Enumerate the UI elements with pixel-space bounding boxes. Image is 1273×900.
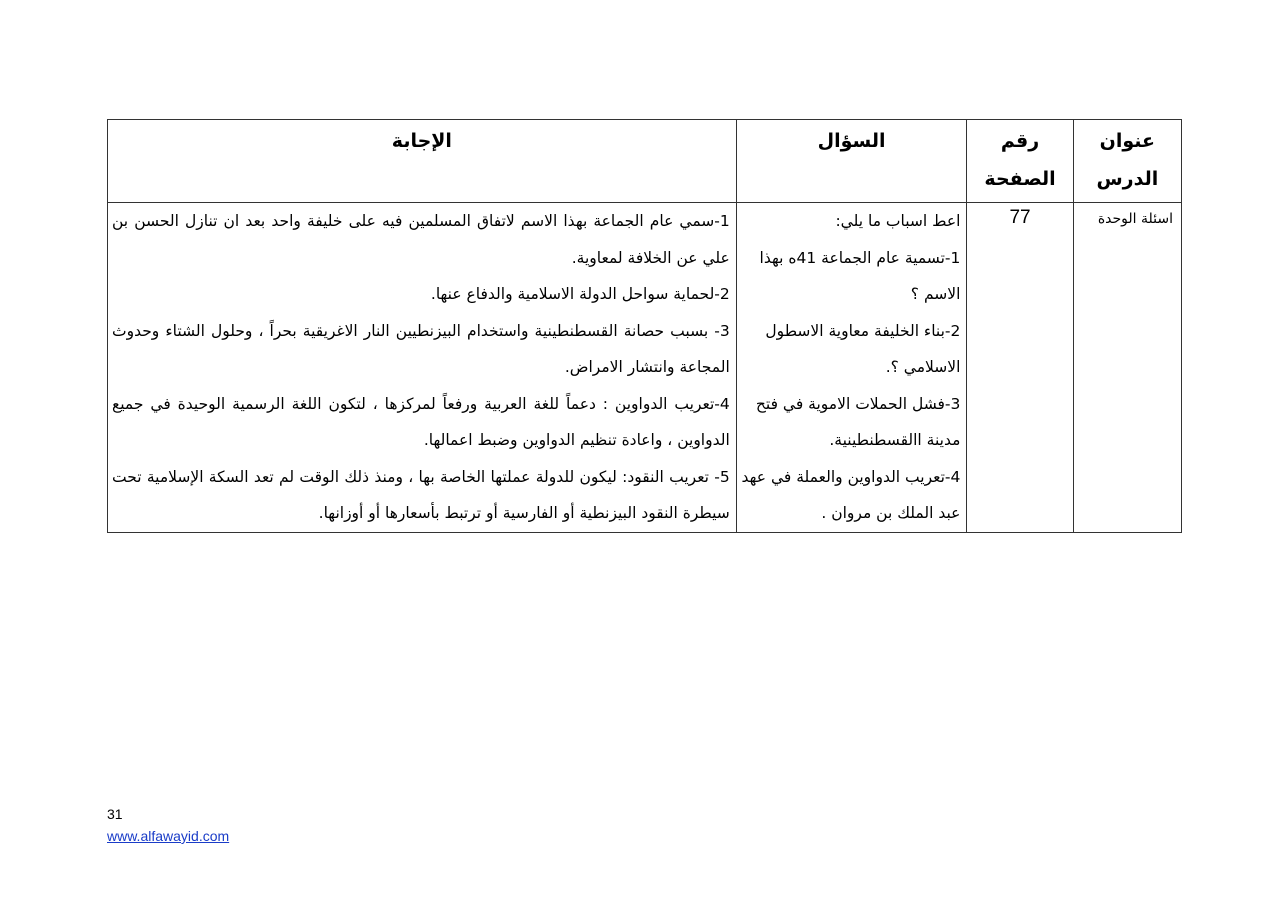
cell-answer bbox=[108, 203, 737, 533]
answer-item-4: 4-تعريب الدواوين : دعماً للغة العربية ورفعاً لمركزها ، لتكون اللغة الرسمية الوحيدة في جميع الدواوين ، واعادة تنظيم الدواوين وضبط اعمالها. bbox=[112, 394, 730, 449]
table-header-row bbox=[108, 120, 1182, 203]
question-item-3: 3-فشل الحملات الاموية في فتح مدينة االقسطنطينية. bbox=[755, 394, 961, 449]
table-row bbox=[108, 203, 1182, 533]
question-item-4: 4-تعريب الدواوين والعملة في عهد عبد الملك بن مروان . bbox=[741, 467, 961, 522]
header-answer bbox=[108, 120, 737, 203]
header-page-number-text: رقم الصفحة bbox=[984, 130, 1056, 190]
lesson-title-text: اسئلة الوحدة bbox=[1097, 211, 1173, 227]
header-answer-text: الإجابة bbox=[391, 130, 452, 152]
cell-lesson-title bbox=[1073, 203, 1181, 533]
questions-answers-table bbox=[107, 119, 1182, 533]
answer-item-3: 3- بسبب حصانة القسطنطينية واستخدام البيزنطيين النار الاغريقية بحراً ، وحلول الشتاء وحدوث المجاعة وانتشار الامراض. bbox=[112, 321, 730, 376]
answer-item-5: 5- تعريب النقود: ليكون للدولة عملتها الخاصة بها ، ومنذ ذلك الوقت لم تعد السكة الإسلامية تحت سيطرة النقود البيزنطية أو الفارسية أو ترتبط بأسعارها أو أوزانها. bbox=[112, 467, 730, 522]
cell-question bbox=[736, 203, 967, 533]
answer-item-1: 1-سمي عام الجماعة بهذا الاسم لاتفاق المسلمين فيه على خليفة واحد بعد ان تنازل الحسن بن علي عن الخلافة لمعاوية. bbox=[112, 212, 730, 267]
header-question bbox=[736, 120, 967, 203]
question-item-1: 1-تسمية عام الجماعة 41ه بهذا الاسم ؟ bbox=[759, 248, 961, 303]
answer-item-2: 2-لحماية سواحل الدولة الاسلامية والدفاع عنها. bbox=[430, 285, 730, 303]
header-lesson-title-text: عنوان الدرس bbox=[1096, 130, 1159, 190]
footer-page-number: 31 bbox=[107, 806, 123, 822]
header-question-text: السؤال bbox=[817, 130, 886, 152]
question-item-2: 2-بناء الخليفة معاوية الاسطول الاسلامي ؟. bbox=[765, 321, 961, 376]
question-intro: اعط اسباب ما يلي: bbox=[835, 212, 961, 230]
header-lesson-title bbox=[1073, 120, 1181, 203]
page-number-text: 77 bbox=[1009, 207, 1031, 228]
website-link[interactable]: www.alfawayid.com bbox=[107, 828, 230, 844]
cell-page-number bbox=[967, 203, 1073, 533]
header-page-number bbox=[967, 120, 1073, 203]
